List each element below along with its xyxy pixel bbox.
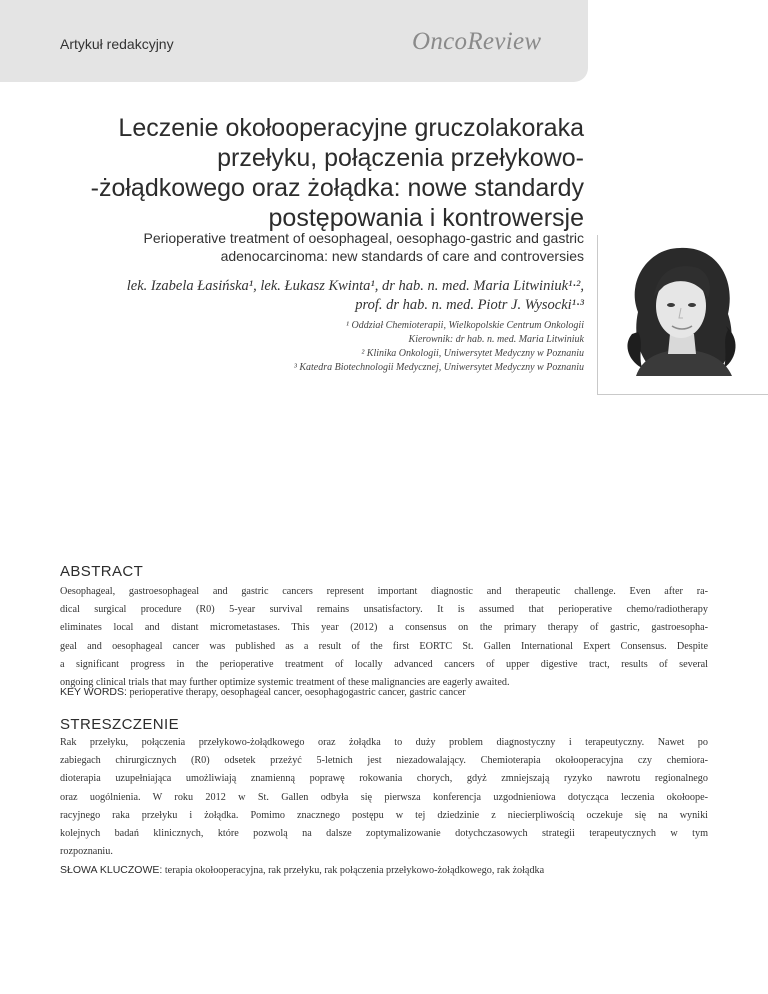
- abstract-line: dical surgical procedure (R0) 5-year survival remains unsatisfactory. It is assumed that perioperative chemo/radiotherapy: [60, 604, 708, 616]
- streszczenie-heading: STRESZCZENIE: [60, 716, 179, 733]
- title-line: -żołądkowego oraz żołądka: nowe standardy: [90, 174, 584, 202]
- subtitle-line: Perioperative treatment of oesophageal, oesophago-gastric and gastric: [143, 230, 584, 246]
- authors-line: prof. dr hab. n. med. Piotr J. Wysocki¹·³: [355, 297, 584, 313]
- affiliation-line: Kierownik: dr hab. n. med. Maria Litwiniuk: [408, 334, 584, 345]
- abstract-heading: ABSTRACT: [60, 563, 144, 580]
- authors-line: lek. Izabela Łasińska¹, lek. Łukasz Kwinta¹, dr hab. n. med. Maria Litwiniuk¹·²,: [126, 278, 584, 294]
- abstract-line: Oesophageal, gastroesophageal and gastric cancers represent important diagnostic and therapeutic challenge. Even after ra-: [60, 586, 708, 597]
- abstract-line: eliminates local and distant micrometastases. This year (2012) a consensus on the primary therapy of gastric, gastroesopha-: [60, 622, 708, 634]
- authors: [24, 277, 584, 315]
- affiliation-line: ³ Katedra Biotechnologii Medycznej, Uniwersytet Medyczny w Poznaniu: [293, 362, 584, 373]
- photo-frame-horizontal-rule: [597, 394, 768, 395]
- title-line: przełyku, połączenia przełykowo-: [217, 144, 584, 172]
- streszczenie-line: Rak przełyku, połączenia przełykowo-żołądkowego oraz żołądka to duży problem diagnostyczny i terapeutyczny. Nawet po: [60, 737, 708, 748]
- title-line: postępowania i kontrowersje: [268, 204, 584, 232]
- abstract-line: a significant progress in the perioperative treatment of locally advanced cancers of upper digestive tract, results of several: [60, 658, 708, 670]
- english-title: [64, 229, 584, 265]
- title-line: Leczenie okołooperacyjne gruczolakoraka: [118, 114, 584, 142]
- affiliations: [84, 319, 584, 375]
- article-title: [64, 113, 584, 233]
- streszczenie-line: dioterapia uzupełniająca umożliwiają znamienną poprawę rokowania chorych, gdyż zmniejszają ryzyko nawrotu regionalnego: [60, 773, 708, 785]
- streszczenie-line: zabiegach chirurgicznych (R0) odsetek przeżyć 5-letnich jest niezadowalający. Chemioterapia okołooperacyjna czy chemiora-: [60, 755, 708, 767]
- journal-logo: OncoReview: [412, 28, 542, 55]
- streszczenie-line: racyjnego raka przełyku i żołądka. Pomimo znacznego postępu w tej dziedzinie z niecierpliwością oczekuje się na wyniki: [60, 809, 708, 821]
- subtitle-line: adenocarcinoma: new standards of care and controversies: [220, 248, 584, 264]
- abstract-line: ongoing clinical trials that may further optimize systemic treatment of these malignancies are eagerly awaited.: [60, 677, 510, 689]
- keywords-text: perioperative therapy, oesophageal cancer, oesophagogastric cancer, gastric cancer: [126, 687, 466, 698]
- streszczenie-line: oraz uogólnienia. W roku 2012 w St. Gallen odbyła się pierwsza konferencja uzgodnieniowa dotycząca leczenia okołoope-: [60, 791, 708, 803]
- streszczenie-body: [60, 734, 708, 861]
- keywords-text: terapia okołooperacyjna, rak przełyku, rak połączenia przełykowo-żołądkowego, rak żołądka: [162, 865, 545, 876]
- affiliation-line: ¹ Oddział Chemioterapii, Wielkopolskie Centrum Onkologii: [346, 320, 584, 331]
- author-portrait: [608, 242, 754, 376]
- streszczenie-line: kolejnych badań klinicznych, które pozwolą na dalsze zoptymalizowanie dotychczasowych strategii terapeutycznych w tym: [60, 828, 708, 840]
- abstract-keywords: [60, 684, 708, 701]
- abstract-line: geal and oesophageal cancer was published as a result of the first EORTC St. Gallen International Expert Consensus. Despite: [60, 640, 708, 652]
- abstract-body: [60, 583, 708, 692]
- keywords-label: KEY WORDS:: [60, 686, 127, 698]
- photo-frame-vertical-rule: [597, 235, 598, 395]
- streszczenie-line: rozpoznaniu.: [60, 846, 113, 858]
- affiliation-line: ² Klinika Onkologii, Uniwersytet Medyczny w Poznaniu: [361, 348, 584, 359]
- streszczenie-keywords: [60, 862, 708, 879]
- keywords-label: SŁOWA KLUCZOWE:: [60, 864, 163, 876]
- section-label: Artykuł redakcyjny: [60, 36, 174, 52]
